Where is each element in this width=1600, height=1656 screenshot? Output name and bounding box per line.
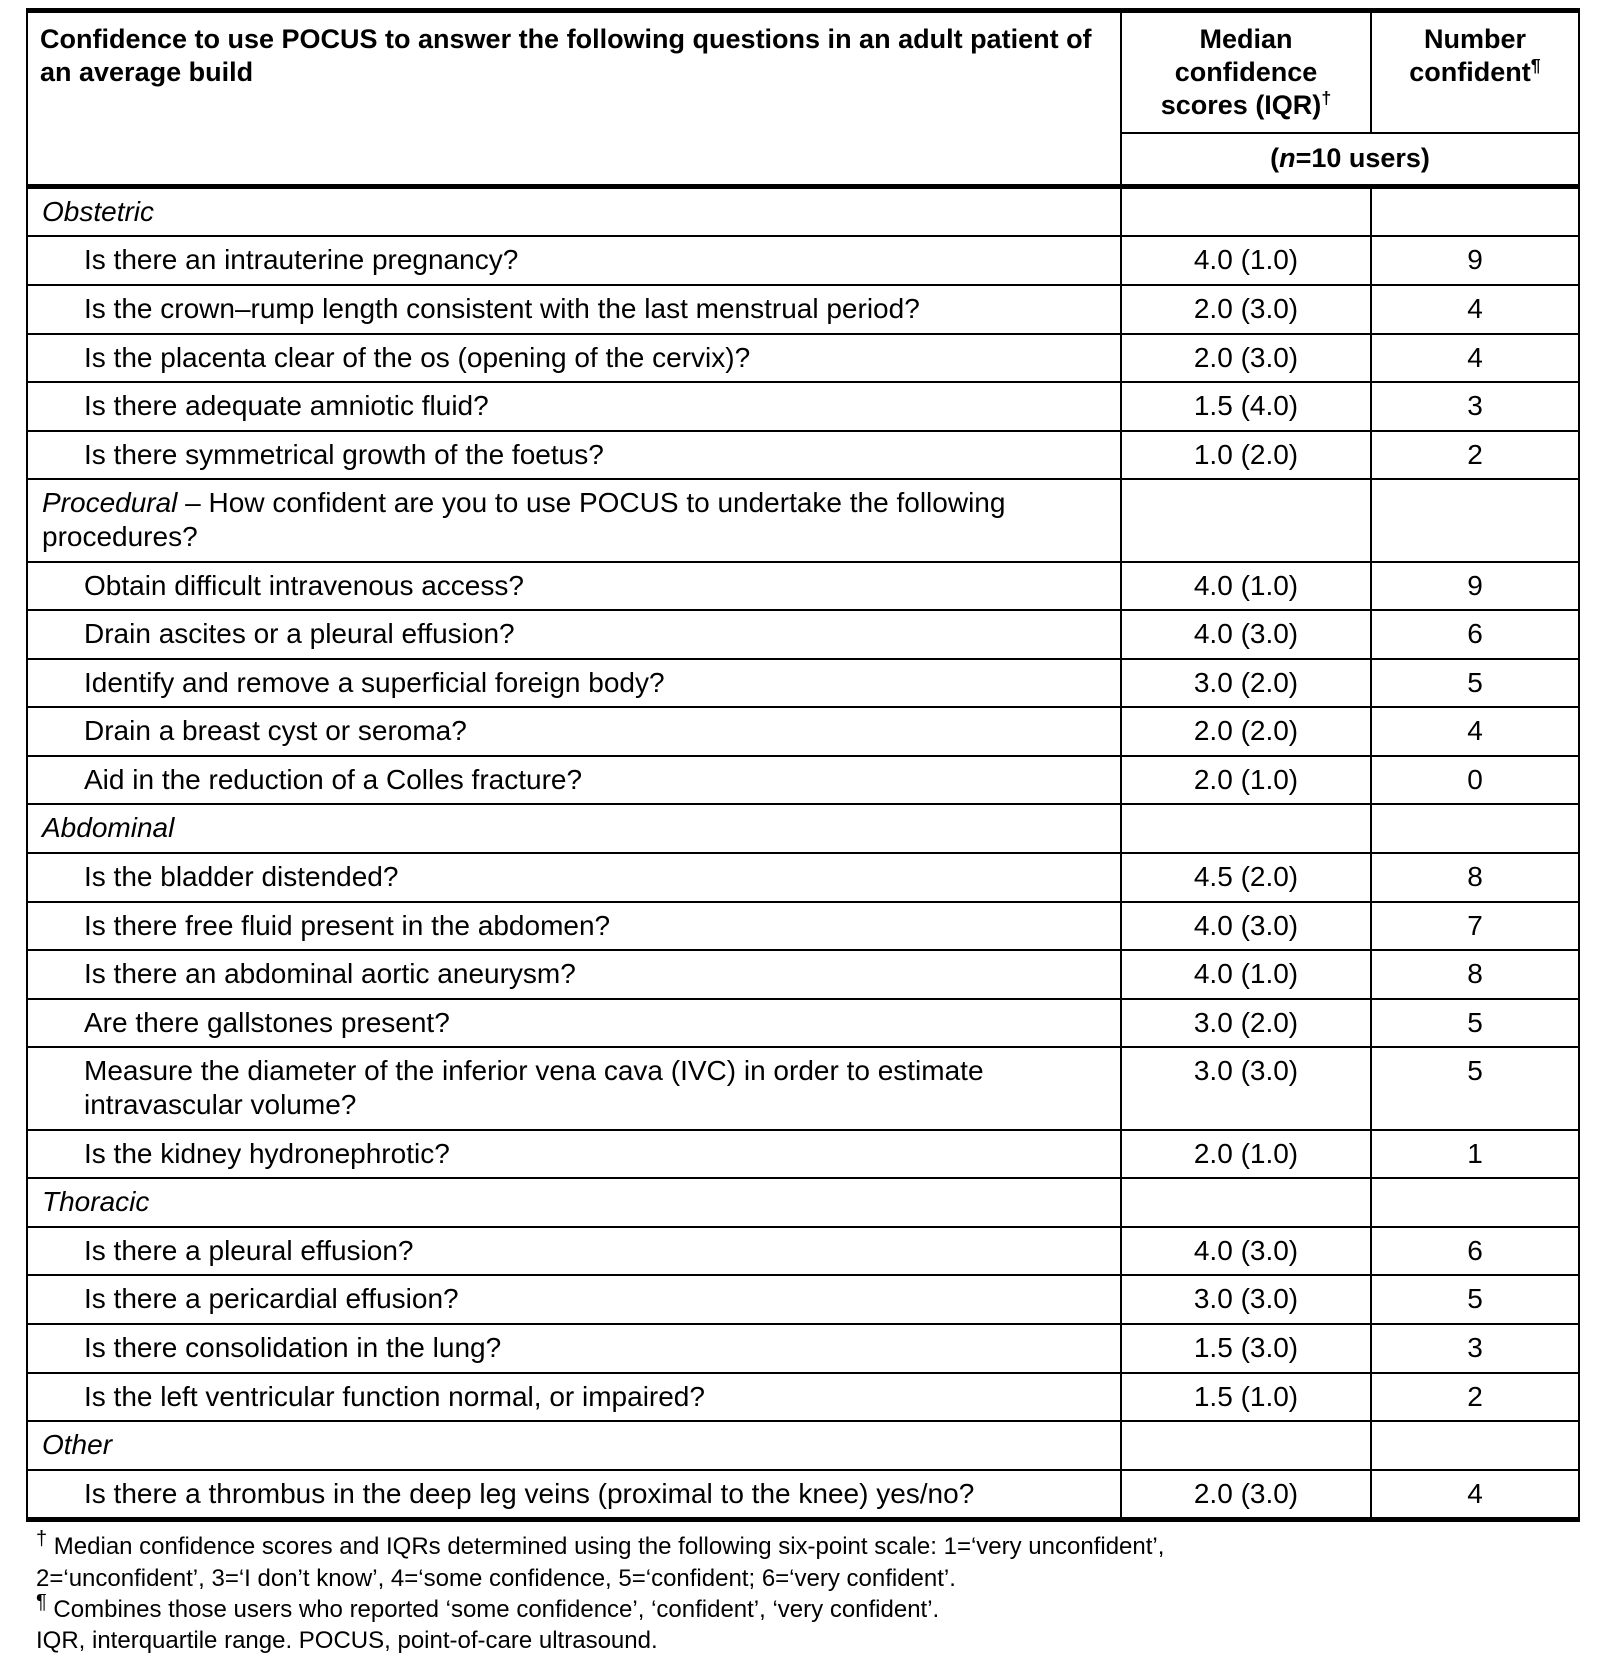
median-score-cell: 4.5 (2.0) [1121, 853, 1371, 902]
table-footnotes [26, 1528, 1586, 1656]
section-title: Procedural [42, 487, 178, 519]
table-header [27, 11, 1579, 187]
footnote-text: Combines those users who reported ‘some confidence’, ‘confident’, ‘very confident’. [53, 1595, 940, 1623]
median-score-cell: 4.0 (1.0) [1121, 236, 1371, 285]
footnote-marker: † [36, 1528, 48, 1551]
table-row [27, 756, 1579, 805]
section-label-cell [27, 1421, 1121, 1470]
median-score-cell: 1.0 (2.0) [1121, 431, 1371, 480]
table-row [27, 562, 1579, 611]
question-cell: Is the bladder distended? [27, 853, 1121, 902]
section-title-suffix: – How confident are you to use POCUS to undertake the following procedures? [42, 487, 1006, 552]
question-cell: Is there a pleural effusion? [27, 1227, 1121, 1276]
section-label-cell [27, 186, 1121, 236]
number-confident-cell: 6 [1371, 1227, 1579, 1276]
table-row [27, 1324, 1579, 1373]
median-score-cell: 2.0 (2.0) [1121, 707, 1371, 756]
median-score-cell: 4.0 (3.0) [1121, 902, 1371, 951]
footnote-text: 2=‘unconfident’, 3=‘I don’t know’, 4=‘some confidence, 5=‘confident; 6=‘very confident’. [36, 1564, 956, 1592]
question-cell: Is there an intrauterine pregnancy? [27, 236, 1121, 285]
header-median-column [1121, 11, 1371, 133]
table-row [27, 659, 1579, 708]
footnote-text: IQR, interquartile range. POCUS, point-of-care ultrasound. [36, 1626, 658, 1654]
section-label-cell [27, 479, 1121, 561]
number-confident-cell: 8 [1371, 853, 1579, 902]
table-row [27, 382, 1579, 431]
table-row [27, 1227, 1579, 1276]
question-cell: Is there consolidation in the lung? [27, 1324, 1121, 1373]
table-row [27, 285, 1579, 334]
median-score-cell: 4.0 (1.0) [1121, 562, 1371, 611]
question-cell: Are there gallstones present? [27, 999, 1121, 1048]
section-header-row [27, 1178, 1579, 1227]
median-score-cell [1121, 1178, 1371, 1227]
header-median-label: Median confidence scores (IQR) [1160, 24, 1322, 120]
number-confident-cell: 4 [1371, 1470, 1579, 1520]
section-label-cell [27, 1178, 1121, 1227]
question-cell: Obtain difficult intravenous access? [27, 562, 1121, 611]
median-score-cell [1121, 479, 1371, 561]
question-cell: Is the kidney hydronephrotic? [27, 1130, 1121, 1179]
median-score-cell: 3.0 (2.0) [1121, 999, 1371, 1048]
number-confident-cell: 2 [1371, 1373, 1579, 1422]
number-confident-cell [1371, 479, 1579, 561]
table-row [27, 853, 1579, 902]
number-confident-cell: 3 [1371, 382, 1579, 431]
question-cell: Is there a thrombus in the deep leg veins (proximal to the knee) yes/no? [27, 1470, 1121, 1520]
table-row [27, 334, 1579, 383]
header-number-marker: ¶ [1530, 54, 1541, 75]
table-row [27, 1275, 1579, 1324]
section-label-cell [27, 804, 1121, 853]
section-header-row [27, 186, 1579, 236]
footnote-line [36, 1563, 1586, 1594]
header-number-column [1371, 11, 1579, 133]
median-score-cell: 4.0 (3.0) [1121, 610, 1371, 659]
pocus-confidence-table [26, 8, 1580, 1522]
number-confident-cell: 9 [1371, 562, 1579, 611]
section-title: Abdominal [42, 812, 175, 844]
median-score-cell [1121, 804, 1371, 853]
question-cell: Aid in the reduction of a Colles fracture? [27, 756, 1121, 805]
number-confident-cell [1371, 186, 1579, 236]
table-row [27, 610, 1579, 659]
median-score-cell: 2.0 (1.0) [1121, 1130, 1371, 1179]
number-confident-cell: 0 [1371, 756, 1579, 805]
question-cell: Is there a pericardial effusion? [27, 1275, 1121, 1324]
median-score-cell: 1.5 (4.0) [1121, 382, 1371, 431]
median-score-cell: 4.0 (3.0) [1121, 1227, 1371, 1276]
number-confident-cell: 4 [1371, 334, 1579, 383]
question-cell: Measure the diameter of the inferior vena cava (IVC) in order to estimate intravascular volume? [27, 1047, 1121, 1129]
sample-prefix: ( [1270, 142, 1280, 173]
number-confident-cell: 5 [1371, 999, 1579, 1048]
number-confident-cell: 4 [1371, 707, 1579, 756]
table-row [27, 1470, 1579, 1520]
median-score-cell: 2.0 (3.0) [1121, 334, 1371, 383]
table-row [27, 707, 1579, 756]
number-confident-cell: 5 [1371, 659, 1579, 708]
number-confident-cell: 5 [1371, 1275, 1579, 1324]
question-cell: Is the placenta clear of the os (opening of the cervix)? [27, 334, 1121, 383]
question-cell: Is there symmetrical growth of the foetus? [27, 431, 1121, 480]
table-row [27, 950, 1579, 999]
number-confident-cell: 3 [1371, 1324, 1579, 1373]
number-confident-cell: 2 [1371, 431, 1579, 480]
section-header-row [27, 479, 1579, 561]
median-score-cell: 4.0 (1.0) [1121, 950, 1371, 999]
section-title: Other [42, 1429, 113, 1461]
question-cell: Is there an abdominal aortic aneurysm? [27, 950, 1121, 999]
footnote-line [36, 1590, 1586, 1625]
median-score-cell [1121, 1421, 1371, 1470]
header-number-label: Number confident [1409, 24, 1531, 87]
median-score-cell: 3.0 (3.0) [1121, 1047, 1371, 1129]
number-confident-cell: 8 [1371, 950, 1579, 999]
number-confident-cell [1371, 1178, 1579, 1227]
number-confident-cell: 6 [1371, 610, 1579, 659]
header-row-main [27, 11, 1579, 133]
footnote-line [36, 1625, 1586, 1656]
number-confident-cell: 1 [1371, 1130, 1579, 1179]
footnote-text: Median confidence scores and IQRs determined using the following six-point scale: 1=‘very unconfident’, [53, 1533, 1165, 1561]
question-cell: Is the crown–rump length consistent with the last menstrual period? [27, 285, 1121, 334]
median-score-cell: 3.0 (2.0) [1121, 659, 1371, 708]
sample-n-symbol: n [1279, 142, 1296, 173]
number-confident-cell: 9 [1371, 236, 1579, 285]
question-cell: Is there free fluid present in the abdomen? [27, 902, 1121, 951]
question-cell: Drain ascites or a pleural effusion? [27, 610, 1121, 659]
table-row [27, 902, 1579, 951]
median-score-cell: 1.5 (3.0) [1121, 1324, 1371, 1373]
number-confident-cell [1371, 1421, 1579, 1470]
question-cell: Drain a breast cyst or seroma? [27, 707, 1121, 756]
number-confident-cell: 7 [1371, 902, 1579, 951]
median-score-cell: 2.0 (3.0) [1121, 1470, 1371, 1520]
question-cell: Is there adequate amniotic fluid? [27, 382, 1121, 431]
header-sample-size [1121, 133, 1579, 186]
table-row [27, 999, 1579, 1048]
header-question-label: Confidence to use POCUS to answer the following questions in an adult patient of an average build [40, 24, 1092, 87]
question-cell: Is the left ventricular function normal, or impaired? [27, 1373, 1121, 1422]
number-confident-cell: 4 [1371, 285, 1579, 334]
section-title: Obstetric [42, 195, 155, 227]
table-row [27, 1130, 1579, 1179]
median-score-cell [1121, 186, 1371, 236]
section-header-row [27, 1421, 1579, 1470]
median-score-cell: 3.0 (3.0) [1121, 1275, 1371, 1324]
table-row [27, 1047, 1579, 1129]
number-confident-cell: 5 [1371, 1047, 1579, 1129]
question-cell: Identify and remove a superficial foreign body? [27, 659, 1121, 708]
number-confident-cell [1371, 804, 1579, 853]
median-score-cell: 2.0 (1.0) [1121, 756, 1371, 805]
header-question-column [27, 11, 1121, 187]
footnote-line [36, 1528, 1586, 1562]
table-body [27, 186, 1579, 1520]
median-score-cell: 2.0 (3.0) [1121, 285, 1371, 334]
table-row [27, 236, 1579, 285]
table-row [27, 1373, 1579, 1422]
header-median-marker: † [1321, 87, 1332, 108]
median-score-cell: 1.5 (1.0) [1121, 1373, 1371, 1422]
section-header-row [27, 804, 1579, 853]
section-title: Thoracic [42, 1186, 150, 1218]
sample-suffix: =10 users) [1295, 142, 1430, 173]
table-row [27, 431, 1579, 480]
footnote-marker: ¶ [36, 1590, 47, 1613]
